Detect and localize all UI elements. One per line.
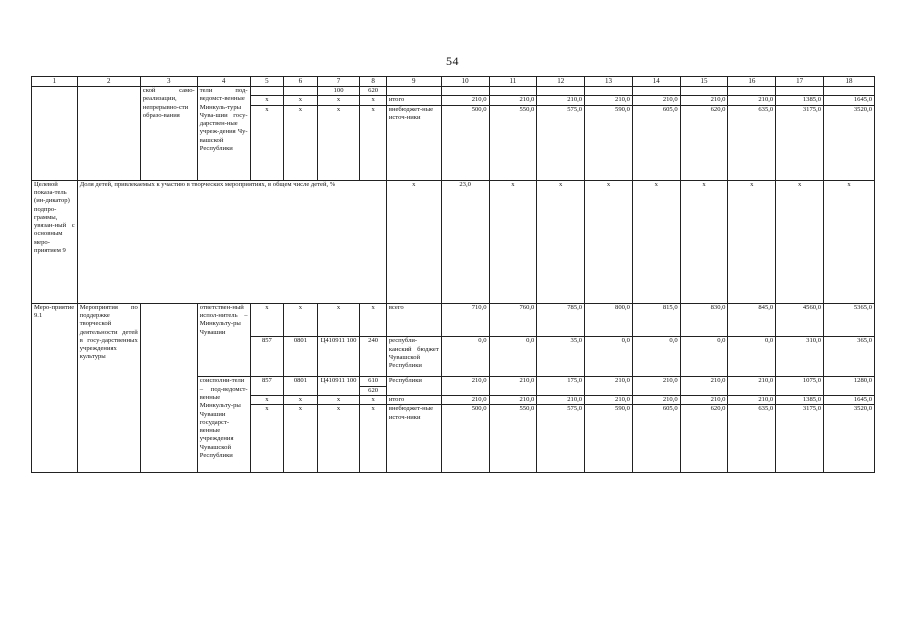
table-cell <box>632 122 680 180</box>
table-cell: x <box>250 105 284 122</box>
table-cell: 500,0 <box>441 405 489 473</box>
header-cell: 14 <box>632 77 680 87</box>
table-cell: внебюджет-ные источ-ники <box>386 405 441 473</box>
table-cell: 0,0 <box>441 337 489 377</box>
table-cell: 590,0 <box>585 405 633 473</box>
table-cell: 23,0 <box>441 180 489 303</box>
table-cell <box>360 122 386 180</box>
indicator-text: Доля детей, привлекаемых к участию в творческих мероприятиях, в общем числе детей, % <box>77 180 386 303</box>
table-cell: x <box>250 395 284 404</box>
table-cell: x <box>360 105 386 122</box>
table-cell: 0,0 <box>632 337 680 377</box>
table-cell: 210,0 <box>728 377 776 396</box>
table-cell: 210,0 <box>441 395 489 404</box>
header-cell: 17 <box>776 77 824 87</box>
table-cell: 1645,0 <box>824 395 875 404</box>
table-cell: 5365,0 <box>824 303 875 337</box>
table-cell: 210,0 <box>632 377 680 396</box>
table-cell: 550,0 <box>489 405 537 473</box>
header-cell: 2 <box>77 77 140 87</box>
table-cell: 857 <box>250 337 284 377</box>
table-cell: 575,0 <box>537 405 585 473</box>
table-cell <box>32 87 78 181</box>
table-cell: 3175,0 <box>776 105 824 122</box>
table-cell: 610 <box>360 377 386 386</box>
table-cell <box>250 122 284 180</box>
table-cell: x <box>250 96 284 105</box>
table-cell: 3175,0 <box>776 405 824 473</box>
table-cell: x <box>284 303 318 337</box>
table-cell: 845,0 <box>728 303 776 337</box>
table-cell: x <box>386 180 441 303</box>
table-cell: 710,0 <box>441 303 489 337</box>
table-cell: 210,0 <box>585 377 633 396</box>
table-cell <box>776 87 824 96</box>
table-cell: 210,0 <box>728 96 776 105</box>
table-cell <box>585 87 633 96</box>
table-cell: 760,0 <box>489 303 537 337</box>
header-cell: 11 <box>489 77 537 87</box>
measure-name: Мероприятия по поддержке творческой деятельности детей в госу-дарственных учреждениях культуры <box>77 303 140 473</box>
table-cell: x <box>284 405 318 473</box>
table-cell: 210,0 <box>632 395 680 404</box>
table-cell: 635,0 <box>728 405 776 473</box>
header-cell: 13 <box>585 77 633 87</box>
table-cell: 365,0 <box>824 337 875 377</box>
table-cell: 210,0 <box>680 377 728 396</box>
table-cell: 0,0 <box>489 337 537 377</box>
table-cell <box>824 122 875 180</box>
table-cell <box>250 87 284 96</box>
table-cell: 1645,0 <box>824 96 875 105</box>
table-cell: x <box>317 395 360 404</box>
header-cell: 7 <box>317 77 360 87</box>
table-cell: x <box>728 180 776 303</box>
table-cell: 210,0 <box>585 96 633 105</box>
table-cell: 0801 <box>284 337 318 377</box>
table-cell: 210,0 <box>489 377 537 396</box>
table-cell: 210,0 <box>537 96 585 105</box>
table-cell <box>489 87 537 96</box>
table-cell <box>537 122 585 180</box>
table-cell: 500,0 <box>441 105 489 122</box>
table-cell <box>284 87 318 96</box>
table-cell: x <box>250 405 284 473</box>
table-cell <box>824 87 875 96</box>
table-cell: x <box>360 303 386 337</box>
table-cell <box>585 122 633 180</box>
table-cell: 1075,0 <box>776 377 824 396</box>
table-cell: x <box>632 180 680 303</box>
table-cell <box>537 87 585 96</box>
header-cell: 1 <box>32 77 78 87</box>
table-cell: 210,0 <box>680 96 728 105</box>
table-cell: итого <box>386 395 441 404</box>
table-cell <box>680 122 728 180</box>
table-cell <box>489 122 537 180</box>
budget-table <box>31 76 875 473</box>
table-cell: ской само-реализации, непрерывно-сти образо-вания <box>140 87 197 181</box>
table-cell: итого <box>386 96 441 105</box>
table-cell <box>317 122 360 180</box>
table-cell <box>776 122 824 180</box>
table-cell: 210,0 <box>680 395 728 404</box>
table-cell: 620,0 <box>680 405 728 473</box>
table-cell: 830,0 <box>680 303 728 337</box>
table-cell: x <box>360 395 386 404</box>
table-cell: x <box>776 180 824 303</box>
header-cell: 18 <box>824 77 875 87</box>
table-cell: 310,0 <box>776 337 824 377</box>
table-cell: x <box>489 180 537 303</box>
table-cell <box>386 87 441 96</box>
table-cell: 1280,0 <box>824 377 875 396</box>
header-cell: 16 <box>728 77 776 87</box>
table-cell: x <box>317 405 360 473</box>
table-row <box>32 87 875 96</box>
table-cell <box>386 122 441 180</box>
table-cell: x <box>317 105 360 122</box>
table-row <box>32 303 875 337</box>
table-cell: 0,0 <box>680 337 728 377</box>
table-cell: внебюджет-ные источ-ники <box>386 105 441 122</box>
table-cell: 0801 <box>284 377 318 396</box>
table-cell: x <box>360 405 386 473</box>
table-cell: 210,0 <box>728 395 776 404</box>
table-cell: Ц410911 100 <box>317 337 360 377</box>
table-cell: x <box>317 96 360 105</box>
table-cell: 175,0 <box>537 377 585 396</box>
header-cell: 3 <box>140 77 197 87</box>
table-cell: 210,0 <box>441 96 489 105</box>
table-cell: 785,0 <box>537 303 585 337</box>
responsible-executor: ответствен-ный испол-нитель – Минкульту-ры Чувашии <box>197 303 250 337</box>
table-cell: 0,0 <box>585 337 633 377</box>
table-cell: тели под-ведомст-венные Минкуль-туры Чува-шии госу-дарствен-ные учреж-дения Чу-вашской Республики <box>197 87 250 181</box>
header-cell: 15 <box>680 77 728 87</box>
table-cell: 210,0 <box>585 395 633 404</box>
table-cell <box>441 122 489 180</box>
table-cell <box>197 337 250 377</box>
header-cell: 10 <box>441 77 489 87</box>
header-cell: 6 <box>284 77 318 87</box>
table-cell: 0,0 <box>728 337 776 377</box>
table-cell: x <box>360 96 386 105</box>
measure-label: Меро-приятие 9.1 <box>32 303 78 473</box>
table-cell: x <box>284 395 318 404</box>
table-cell: 210,0 <box>441 377 489 396</box>
table-cell: 1385,0 <box>776 96 824 105</box>
table-cell: 635,0 <box>728 105 776 122</box>
table-cell: 620 <box>360 87 386 96</box>
table-cell: 210,0 <box>632 96 680 105</box>
table-cell: x <box>284 96 318 105</box>
table-cell: 815,0 <box>632 303 680 337</box>
table-cell: 620,0 <box>680 105 728 122</box>
table-cell <box>728 122 776 180</box>
table-cell: 210,0 <box>537 395 585 404</box>
indicator-row <box>32 180 875 303</box>
table-cell: 1385,0 <box>776 395 824 404</box>
table-cell: 3520,0 <box>824 405 875 473</box>
table-cell: x <box>317 303 360 337</box>
table-cell: x <box>284 105 318 122</box>
table-cell: республи-канский бюджет Чувашской Республики <box>386 337 441 377</box>
table-cell: 210,0 <box>489 96 537 105</box>
table-cell: 35,0 <box>537 337 585 377</box>
header-cell: 9 <box>386 77 441 87</box>
table-cell: 590,0 <box>585 105 633 122</box>
table-cell: Республики <box>386 377 441 396</box>
table-cell <box>441 87 489 96</box>
table-cell <box>77 87 140 181</box>
indicator-label: Целевой показа-тель (ин-дикатор) подпро-граммы, увязан-ный с основным меро-приятием 9 <box>32 180 78 303</box>
table-cell: Ц410911 100 <box>317 377 360 396</box>
table-cell: 100 <box>317 87 360 96</box>
table-cell <box>728 87 776 96</box>
table-cell: 575,0 <box>537 105 585 122</box>
table-cell <box>680 87 728 96</box>
table-cell: x <box>250 303 284 337</box>
table-cell: 210,0 <box>489 395 537 404</box>
table-cell: x <box>537 180 585 303</box>
table-cell <box>284 122 318 180</box>
header-cell: 5 <box>250 77 284 87</box>
co-executors: соисполни-тели – под-ведомст-венные Минкульту-ры Чувашии государст-венные учреждения Чувашской Республики <box>197 377 250 473</box>
table-cell <box>140 303 197 473</box>
table-cell: 3520,0 <box>824 105 875 122</box>
table-cell: 800,0 <box>585 303 633 337</box>
header-cell: 8 <box>360 77 386 87</box>
table-cell: 550,0 <box>489 105 537 122</box>
header-cell: 4 <box>197 77 250 87</box>
table-cell: 240 <box>360 337 386 377</box>
table-cell: 605,0 <box>632 105 680 122</box>
table-cell: всего <box>386 303 441 337</box>
table-cell: 857 <box>250 377 284 396</box>
header-row <box>32 77 875 87</box>
page-number: 54 <box>446 54 459 68</box>
table-cell: x <box>680 180 728 303</box>
table-cell: 4560,0 <box>776 303 824 337</box>
table-cell: x <box>585 180 633 303</box>
table-cell <box>632 87 680 96</box>
table-cell: 620 <box>360 386 386 395</box>
header-cell: 12 <box>537 77 585 87</box>
table-cell: 605,0 <box>632 405 680 473</box>
table-cell: x <box>824 180 875 303</box>
